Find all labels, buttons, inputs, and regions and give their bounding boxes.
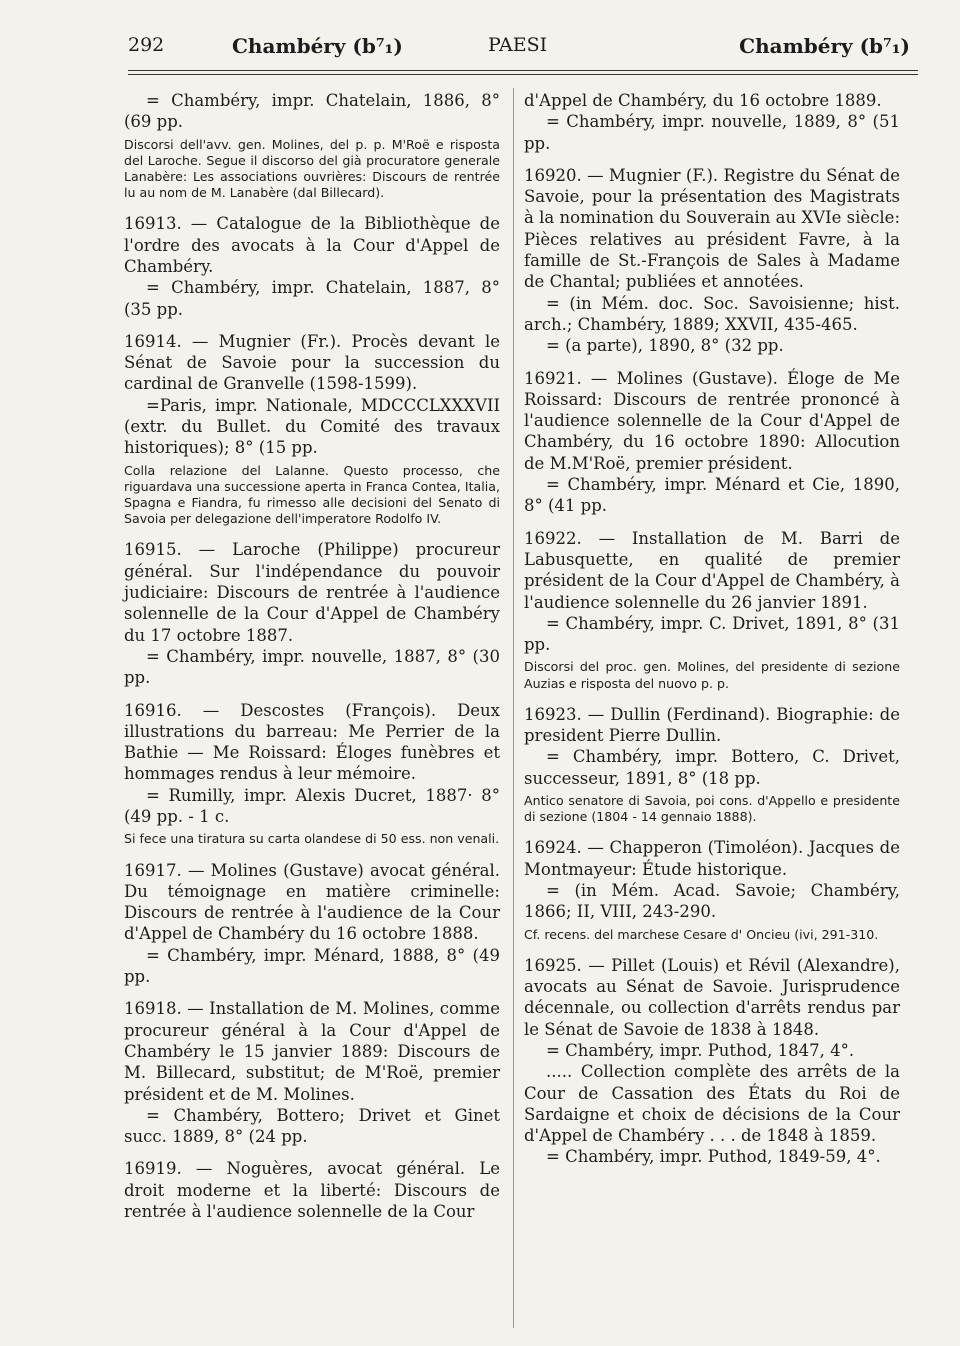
entry-imprint: = Chambéry, impr. Chatelain, 1886, 8° (69 pp. xyxy=(124,91,500,132)
entry-text: 16923. — Dullin (Ferdinand). Biographie: de president Pierre Dullin. xyxy=(524,704,900,746)
entry-note: Discorsi dell'avv. gen. Molines, del p. p. M'Roë e risposta del Laroche. Segue il discorso del già procuratore generale Lanabère: Les associations ouvrières: Discours de rentrée lu au nom de M. Lanabère (dal Billecard). xyxy=(124,136,500,201)
entry-text: 16925. — Pillet (Louis) et Révil (Alexandre), avocats au Sénat de Savoie. Jurisprudence décennale, ou collection d'arrêts rendus par le Sénat de Savoie de 1838 à 1848. xyxy=(524,955,900,1039)
entry-text: 16917. — Molines (Gustave) avocat général. Du témoignage en matière criminelle: Discours de rentrée à l'audience de la Cour d'Appel de Chambéry du 16 octobre 1888. xyxy=(124,860,500,944)
entry-imprint: = Chambéry, impr. Bottero, C. Drivet, successeur, 1891, 8° (18 pp. xyxy=(524,747,900,788)
entry-text: 16916. — Descostes (François). Deux illustrations du barreau: Me Perrier de la Bathie — Me Roissard: Éloges funèbres et hommages rendus à leur mémoire. xyxy=(124,700,500,784)
entry-text: d'Appel de Chambéry, du 16 octobre 1889. xyxy=(524,91,882,110)
header-rule-bottom xyxy=(128,74,918,75)
header-left-title: Chambéry (b⁷₁) xyxy=(232,34,403,58)
left-column xyxy=(124,90,500,1233)
entry-imprint: = Chambéry, Bottero; Drivet et Ginet succ. 1889, 8° (24 pp. xyxy=(124,1105,500,1147)
entry-imprint: = (in Mém. doc. Soc. Savoisienne; hist. arch.; Chambéry, 1889; XXVII, 435-465. xyxy=(524,293,900,334)
entry-note: Antico senatore di Savoia, poi cons. d'Appello e presidente di sezione (1804 - 14 gennaio 1888). xyxy=(524,793,900,825)
entry-16915 xyxy=(124,539,500,688)
running-header xyxy=(128,34,918,70)
entry-note: Discorsi del proc. gen. Molines, del presidente di sezione Auzias e risposta del nuovo p. p. xyxy=(524,659,900,691)
entry-imprint: = Chambéry, impr. nouvelle, 1889, 8° (51 pp. xyxy=(524,112,900,153)
page-number: 292 xyxy=(128,34,165,56)
entry-imprint: = Chambéry, impr. Ménard et Cie, 1890, 8° (41 pp. xyxy=(524,475,900,516)
header-center-title: PAESI xyxy=(488,34,548,56)
right-column xyxy=(524,90,900,1179)
entry-text: 16915. — Laroche (Philippe) procureur général. Sur l'indépendance du pouvoir judiciaire: Discours de rentrée à l'audience solennelle de la Cour d'Appel de Chambéry du 17 octobre 1887. xyxy=(124,540,500,645)
entry-text: ..... Collection complète des arrêts de la Cour de Cassation des États du Roi de Sardaigne et choix de décisions de la Cour d'Appel de Chambéry . . . de 1848 à 1859. xyxy=(524,1062,900,1146)
entry-text: 16913. — Catalogue de la Bibliothèque de l'ordre des avocats à la Cour d'Appel de Chambéry. xyxy=(124,214,500,276)
entry-imprint: = Chambéry, impr. Ménard, 1888, 8° (49 pp. xyxy=(124,945,500,987)
entry-note: Si fece una tiratura su carta olandese di 50 ess. non venali. xyxy=(124,831,500,847)
entry-16917 xyxy=(124,860,500,988)
entry-imprint: = (a parte), 1890, 8° (32 pp. xyxy=(546,336,784,356)
entry-imprint: = Chambéry, impr. Chatelain, 1887, 8° (35 pp. xyxy=(124,278,500,319)
entry-16919 xyxy=(124,1158,500,1222)
entry-imprint: = Chambéry, impr. Puthod, 1849-59, 4°. xyxy=(546,1147,881,1167)
entry-imprint: = Chambéry, impr. C. Drivet, 1891, 8° (31 pp. xyxy=(524,613,900,655)
entry-text: 16924. — Chapperon (Timoléon). Jacques de Montmayeur: Étude historique. xyxy=(524,838,900,879)
entry-16924 xyxy=(524,837,900,942)
entry-note: Colla relazione del Lalanne. Questo processo, che riguardava una successione aperta in Franca Contea, Italia, Spagna e Fiandra, fu rimesso alle decisioni del Senato di Savoia per delegazione dell'imperatore Rodolfo IV. xyxy=(124,462,500,527)
entry-text: 16920. — Mugnier (F.). Registre du Sénat de Savoie, pour la présentation des Magistrats à la nomination du Souverain au XVIe siècle: Pièces relatives au président Favre, à la famille de St.-François de Sales à Madame de Chantal; publiées et annotées. xyxy=(524,165,900,292)
entry-16914 xyxy=(124,331,500,528)
entry-16922 xyxy=(524,528,900,692)
entry-text: 16918. — Installation de M. Molines, comme procureur général à la Cour d'Appel de Chambéry le 15 janvier 1889: Discours de M. Billecard, substitut; de M'Roë, premier président et de M. Molines. xyxy=(124,999,500,1104)
entry-16916 xyxy=(124,700,500,848)
entry-16920 xyxy=(524,165,900,357)
entry-16919-continued xyxy=(524,90,900,154)
entry-text: 16919. — Noguères, avocat général. Le droit moderne et la liberté: Discours de rentrée à l'audience solennelle de la Cour xyxy=(124,1159,500,1221)
header-rule-top xyxy=(128,70,918,71)
entry-16918 xyxy=(124,998,500,1147)
entry-16921 xyxy=(524,368,900,517)
entry-16923 xyxy=(524,704,900,826)
entry-continued xyxy=(124,90,500,201)
entry-imprint: =Paris, impr. Nationale, MDCCCLXXXVII (extr. du Bullet. du Comité des travaux historiques); 8° (15 pp. xyxy=(124,395,500,458)
header-right-title: Chambéry (b⁷₁) xyxy=(739,34,910,58)
column-divider xyxy=(513,88,514,1328)
entry-imprint: = Rumilly, impr. Alexis Ducret, 1887· 8° (49 pp. - 1 c. xyxy=(124,785,500,827)
entry-imprint: = Chambéry, impr. Puthod, 1847, 4°. xyxy=(546,1041,855,1060)
entry-text: 16922. — Installation de M. Barri de Labusquette, en qualité de premier président de la Cour d'Appel de Chambéry, à l'audience solennelle du 26 janvier 1891. xyxy=(524,528,900,612)
entry-16925 xyxy=(524,955,900,1168)
entry-16913 xyxy=(124,213,500,319)
entry-note: Cf. recens. del marchese Cesare d' Oncieu (ivi, 291-310. xyxy=(524,926,879,942)
entry-text: 16921. — Molines (Gustave). Éloge de Me Roissard: Discours de rentrée prononcé à l'audience solennelle de la Cour d'Appel de Chambéry, du 16 octobre 1890: Allocution de M.M'Roë, premier président. xyxy=(524,368,900,473)
entry-text: 16914. — Mugnier (Fr.). Procès devant le Sénat de Savoie pour la succession du cardinal de Granvelle (1598-1599). xyxy=(124,331,500,394)
entry-imprint: = (in Mém. Acad. Savoie; Chambéry, 1866; II, VIII, 243-290. xyxy=(524,881,900,922)
entry-imprint: = Chambéry, impr. nouvelle, 1887, 8° (30 pp. xyxy=(124,646,500,688)
